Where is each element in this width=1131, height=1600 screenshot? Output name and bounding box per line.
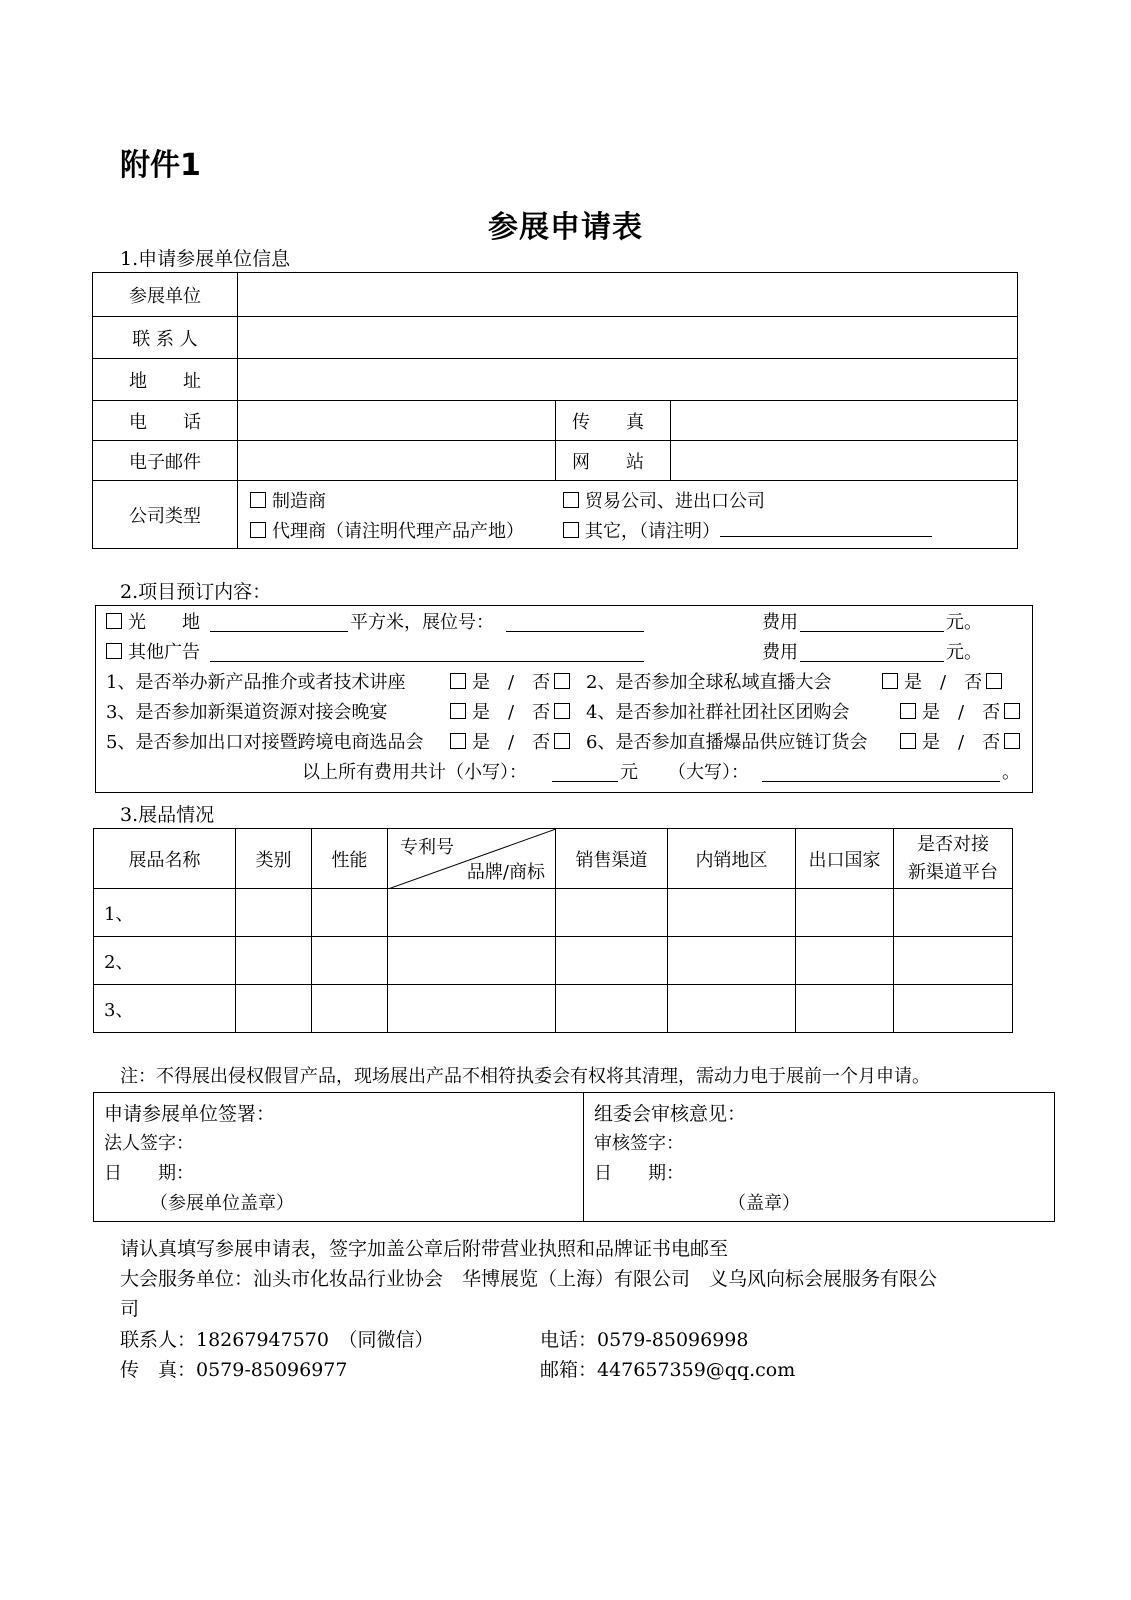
footer-fax: 传 真：0579-85096977 [120, 1359, 348, 1381]
checkbox-icon[interactable] [1004, 733, 1020, 749]
label-website: 网 站 [556, 441, 671, 481]
field-phone[interactable] [238, 401, 556, 441]
footer-phone: 电话：0579-85096998 [540, 1329, 749, 1351]
space-area-input[interactable] [210, 609, 348, 632]
field-email[interactable] [238, 441, 556, 481]
label-fax: 传 真 [556, 401, 671, 441]
booking-box [95, 605, 1033, 793]
total-fee-row: 以上所有费用共计（小写）： 元 （大写）： 。 [106, 759, 1022, 787]
footer-contact: 联系人：18267947570 （同微信） [120, 1329, 434, 1351]
total-lower-input[interactable] [552, 759, 618, 782]
option-other[interactable]: 其它，（请注明） [563, 517, 932, 543]
applicant-seal-label: （参展单位盖章） [150, 1193, 294, 1214]
label-contact: 联 系 人 [93, 317, 238, 359]
col-domestic: 内销地区 [668, 829, 796, 889]
note-text: 注：不得展出侵权假冒产品，现场展出产品不相符执委会有权将其清理，需动力电于展前一个月申请。 [120, 1066, 930, 1087]
legal-signature-label[interactable]: 法人签字： [104, 1133, 194, 1154]
field-unit[interactable] [238, 273, 1018, 317]
field-website[interactable] [671, 441, 1018, 481]
table-row: 1、 [94, 889, 1013, 937]
other-input-line[interactable] [720, 536, 932, 537]
table-row: 2、 [94, 937, 1013, 985]
checkbox-icon[interactable] [250, 522, 266, 538]
committee-opinion-title: 组委会审核意见： [594, 1103, 747, 1125]
col-new-channel: 是否对接 新渠道平台 [894, 829, 1013, 889]
exhibits-table [93, 828, 1013, 1033]
space-fee-input[interactable] [800, 609, 944, 632]
label-unit: 参展单位 [93, 273, 238, 317]
label-company-type: 公司类型 [93, 481, 238, 549]
ads-input[interactable] [210, 639, 644, 662]
booking-row-space: 光 地 平方米，展位号： 费用 元。 [106, 609, 1022, 637]
question-row-1: 1、是否举办新产品推介或者技术讲座 是 / 否 2、是否参加全球私域直播大会 是 / 否 [106, 669, 1022, 697]
checkbox-icon[interactable] [900, 703, 916, 719]
checkbox-icon[interactable] [882, 673, 898, 689]
committee-date-label[interactable]: 日 期： [594, 1163, 684, 1184]
booking-row-ads: 其他广告 费用 元。 [106, 639, 1022, 667]
field-address[interactable] [238, 359, 1018, 401]
checkbox-icon[interactable] [250, 492, 266, 508]
checkbox-icon[interactable] [450, 673, 466, 689]
col-category: 类别 [236, 829, 312, 889]
company-type-options [238, 481, 1018, 549]
col-performance: 性能 [312, 829, 388, 889]
signature-box [93, 1092, 1055, 1222]
col-patent-brand [388, 829, 556, 889]
footer-organizers: 大会服务单位：汕头市化妆品行业协会 华博展览（上海）有限公司 义乌风向标会展服务有限公 [120, 1268, 938, 1290]
applicant-signature-title: 申请参展单位签署： [104, 1103, 276, 1125]
option-trading[interactable]: 贸易公司、进出口公司 [563, 487, 765, 513]
checkbox-icon[interactable] [450, 733, 466, 749]
booth-number-input[interactable] [506, 609, 644, 632]
committee-seal-label: （盖章） [728, 1193, 800, 1214]
checkbox-icon[interactable] [554, 703, 570, 719]
section1-heading: 1.申请参展单位信息 [120, 248, 291, 270]
checkbox-icon[interactable] [554, 733, 570, 749]
footer-organizers-cont: 司 [120, 1298, 140, 1320]
attachment-label: 附件1 [120, 148, 201, 183]
option-manufacturer[interactable]: 制造商 [250, 487, 326, 513]
table-row: 3、 [94, 985, 1013, 1033]
option-agent[interactable]: 代理商（请注明代理产品产地） [250, 517, 524, 543]
checkbox-icon[interactable] [986, 673, 1002, 689]
section2-heading: 2.项目预订内容： [120, 581, 272, 603]
label-phone: 电 话 [93, 401, 238, 441]
field-fax[interactable] [671, 401, 1018, 441]
checkbox-icon[interactable] [563, 492, 579, 508]
col-name: 展品名称 [94, 829, 236, 889]
col-export: 出口国家 [796, 829, 894, 889]
ads-fee-input[interactable] [800, 639, 944, 662]
checkbox-icon[interactable] [563, 522, 579, 538]
checkbox-icon[interactable] [554, 673, 570, 689]
col-patent: 专利号 [400, 837, 454, 858]
field-contact[interactable] [238, 317, 1018, 359]
footer-instruction: 请认真填写参展申请表，签字加盖公章后附带营业执照和品牌证书电邮至 [120, 1238, 729, 1260]
question-row-2: 3、是否参加新渠道资源对接会晚宴 是 / 否 4、是否参加社群社团社区团购会 是 / 否 [106, 699, 1022, 727]
section3-heading: 3.展品情况 [120, 804, 215, 826]
unit-info-table [92, 272, 1018, 549]
col-brand: 品牌/商标 [466, 862, 545, 883]
label-email: 电子邮件 [93, 441, 238, 481]
signature-divider [583, 1093, 584, 1221]
label-address: 地 址 [93, 359, 238, 401]
col-channel: 销售渠道 [556, 829, 668, 889]
checkbox-icon[interactable] [106, 613, 122, 629]
checkbox-icon[interactable] [1004, 703, 1020, 719]
checkbox-icon[interactable] [900, 733, 916, 749]
question-row-3: 5、是否参加出口对接暨跨境电商选品会 是 / 否 6、是否参加直播爆品供应链订货会 是 / 否 [106, 729, 1022, 757]
form-title: 参展申请表 [488, 210, 643, 245]
checkbox-icon[interactable] [106, 643, 122, 659]
checkbox-icon[interactable] [450, 703, 466, 719]
footer-email[interactable]: 邮箱：447657359@qq.com [540, 1359, 796, 1381]
applicant-date-label[interactable]: 日 期： [104, 1163, 194, 1184]
total-upper-input[interactable] [762, 759, 1000, 782]
review-signature-label[interactable]: 审核签字： [594, 1133, 684, 1154]
